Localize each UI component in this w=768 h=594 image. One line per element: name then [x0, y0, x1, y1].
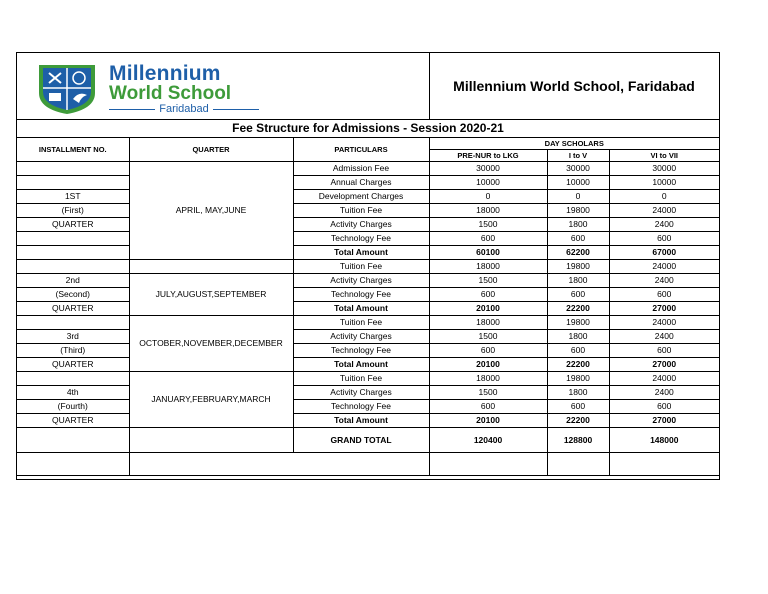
value-cell: 18000: [429, 372, 547, 386]
total-label: Total Amount: [293, 246, 429, 260]
value-cell: 0: [429, 190, 547, 204]
table-row: [17, 204, 719, 218]
installment-cell: 3rd: [17, 330, 129, 344]
particular-cell: Tuition Fee: [293, 372, 429, 386]
grand-total-value: 128800: [547, 428, 609, 453]
total-row: [17, 414, 719, 428]
logo-text-world-school: World School: [109, 83, 232, 104]
particular-cell: Activity Charges: [293, 218, 429, 232]
blank-cell: [609, 453, 719, 476]
total-label: Total Amount: [293, 302, 429, 316]
particular-cell: Technology Fee: [293, 288, 429, 302]
value-cell: 30000: [609, 162, 719, 176]
table-row: [17, 316, 719, 330]
school-crest-icon: [37, 63, 97, 115]
header-col-i-to-v: I to V: [547, 150, 609, 162]
value-cell: 1800: [547, 274, 609, 288]
total-value: 20100: [429, 358, 547, 372]
particular-cell: Activity Charges: [293, 330, 429, 344]
particular-cell: Activity Charges: [293, 274, 429, 288]
particular-cell: Tuition Fee: [293, 260, 429, 274]
value-cell: 600: [547, 288, 609, 302]
particular-cell: Tuition Fee: [293, 316, 429, 330]
total-label: Total Amount: [293, 414, 429, 428]
particular-cell: Technology Fee: [293, 344, 429, 358]
value-cell: 30000: [429, 162, 547, 176]
installment-cell: 1ST: [17, 190, 129, 204]
value-cell: 0: [547, 190, 609, 204]
table-header-row: [17, 138, 719, 150]
value-cell: 19800: [547, 372, 609, 386]
installment-cell: [17, 162, 129, 176]
installment-cell: QUARTER: [17, 414, 129, 428]
value-cell: 0: [609, 190, 719, 204]
quarter-spacer-cell: [129, 260, 293, 274]
value-cell: 2400: [609, 218, 719, 232]
header-day-scholars: DAY SCHOLARS: [429, 138, 719, 150]
value-cell: 600: [429, 400, 547, 414]
particular-cell: Activity Charges: [293, 386, 429, 400]
value-cell: 1800: [547, 386, 609, 400]
value-cell: 18000: [429, 204, 547, 218]
value-cell: 1800: [547, 218, 609, 232]
table-row: [17, 288, 719, 302]
value-cell: 600: [429, 344, 547, 358]
header-col-prenur-lkg: PRE-NUR to LKG: [429, 150, 547, 162]
total-value: 22200: [547, 302, 609, 316]
table-row: [17, 274, 719, 288]
installment-cell: (Third): [17, 344, 129, 358]
total-value: 22200: [547, 358, 609, 372]
particular-cell: Technology Fee: [293, 400, 429, 414]
header-col-vi-to-vii: VI to VII: [609, 150, 719, 162]
installment-cell: (First): [17, 204, 129, 218]
table-row: [17, 260, 719, 274]
value-cell: 2400: [609, 330, 719, 344]
logo-cell: [17, 53, 430, 119]
total-value: 67000: [609, 246, 719, 260]
installment-cell: QUARTER: [17, 218, 129, 232]
blank-cell: [17, 453, 129, 476]
value-cell: 600: [547, 400, 609, 414]
value-cell: 19800: [547, 260, 609, 274]
installment-cell: [17, 232, 129, 246]
table-row: [17, 232, 719, 246]
total-row: [17, 358, 719, 372]
blank-cell: [129, 453, 429, 476]
particular-cell: Annual Charges: [293, 176, 429, 190]
table-row: [17, 176, 719, 190]
value-cell: 600: [609, 344, 719, 358]
table-row: [17, 190, 719, 204]
fee-table: [17, 138, 719, 476]
header-particulars: PARTICULARS: [293, 138, 429, 162]
grand-total-value: 120400: [429, 428, 547, 453]
table-row: [17, 400, 719, 414]
value-cell: 600: [609, 232, 719, 246]
value-cell: 600: [609, 400, 719, 414]
value-cell: 600: [547, 344, 609, 358]
header-installment: INSTALLMENT NO.: [17, 138, 129, 162]
quarter-months-cell: JULY,AUGUST,SEPTEMBER: [129, 274, 293, 316]
total-value: 27000: [609, 358, 719, 372]
installment-cell: [17, 428, 129, 453]
quarter-months-cell: JANUARY,FEBRUARY,MARCH: [129, 372, 293, 428]
table-row: [17, 218, 719, 232]
installment-cell: QUARTER: [17, 358, 129, 372]
value-cell: 19800: [547, 204, 609, 218]
installment-cell: 4th: [17, 386, 129, 400]
installment-cell: (Fourth): [17, 400, 129, 414]
installment-cell: [17, 176, 129, 190]
table-row: [17, 330, 719, 344]
value-cell: 1500: [429, 274, 547, 288]
total-value: 27000: [609, 414, 719, 428]
grand-total-label: GRAND TOTAL: [293, 428, 429, 453]
value-cell: 2400: [609, 274, 719, 288]
table-row: [17, 344, 719, 358]
header-quarter: QUARTER: [129, 138, 293, 162]
value-cell: 18000: [429, 316, 547, 330]
table-row: [17, 386, 719, 400]
total-value: 22200: [547, 414, 609, 428]
value-cell: 10000: [547, 176, 609, 190]
value-cell: 600: [547, 232, 609, 246]
blank-row: [17, 453, 719, 476]
logo-text-millennium: Millennium: [109, 62, 221, 85]
value-cell: 600: [429, 288, 547, 302]
quarter-months-cell: OCTOBER,NOVEMBER,DECEMBER: [129, 316, 293, 372]
page-title: Fee Structure for Admissions - Session 2020-21: [17, 119, 719, 138]
total-row: [17, 246, 719, 260]
blank-cell: [429, 453, 547, 476]
total-value: 60100: [429, 246, 547, 260]
grand-total-row: [17, 428, 719, 453]
value-cell: 24000: [609, 316, 719, 330]
value-cell: 24000: [609, 204, 719, 218]
value-cell: 18000: [429, 260, 547, 274]
value-cell: 1800: [547, 330, 609, 344]
logo-text-faridabad: Faridabad: [109, 103, 259, 116]
installment-cell: [17, 246, 129, 260]
value-cell: 600: [609, 288, 719, 302]
value-cell: 24000: [609, 372, 719, 386]
installment-cell: 2nd: [17, 274, 129, 288]
table-row: [17, 162, 719, 176]
school-name: Millennium World School, Faridabad: [453, 78, 695, 94]
quarter-months-cell: APRIL, MAY,JUNE: [129, 162, 293, 260]
value-cell: 30000: [547, 162, 609, 176]
value-cell: 10000: [609, 176, 719, 190]
value-cell: 2400: [609, 386, 719, 400]
total-value: 20100: [429, 414, 547, 428]
value-cell: 19800: [547, 316, 609, 330]
table-row: [17, 372, 719, 386]
installment-cell: QUARTER: [17, 302, 129, 316]
particular-cell: Tuition Fee: [293, 204, 429, 218]
particular-cell: Technology Fee: [293, 232, 429, 246]
blank-cell: [547, 453, 609, 476]
value-cell: 24000: [609, 260, 719, 274]
value-cell: 1500: [429, 218, 547, 232]
value-cell: 600: [429, 232, 547, 246]
total-value: 27000: [609, 302, 719, 316]
header-row: [17, 53, 719, 120]
value-cell: 1500: [429, 386, 547, 400]
value-cell: 1500: [429, 330, 547, 344]
particular-cell: Admission Fee: [293, 162, 429, 176]
total-value: 62200: [547, 246, 609, 260]
value-cell: 10000: [429, 176, 547, 190]
grand-total-value: 148000: [609, 428, 719, 453]
fee-structure-sheet: [16, 52, 720, 480]
total-row: [17, 302, 719, 316]
installment-cell: [17, 260, 129, 274]
quarter-spacer-cell: [129, 428, 293, 453]
installment-cell: (Second): [17, 288, 129, 302]
installment-cell: [17, 316, 129, 330]
installment-cell: [17, 372, 129, 386]
total-value: 20100: [429, 302, 547, 316]
total-label: Total Amount: [293, 358, 429, 372]
particular-cell: Development Charges: [293, 190, 429, 204]
